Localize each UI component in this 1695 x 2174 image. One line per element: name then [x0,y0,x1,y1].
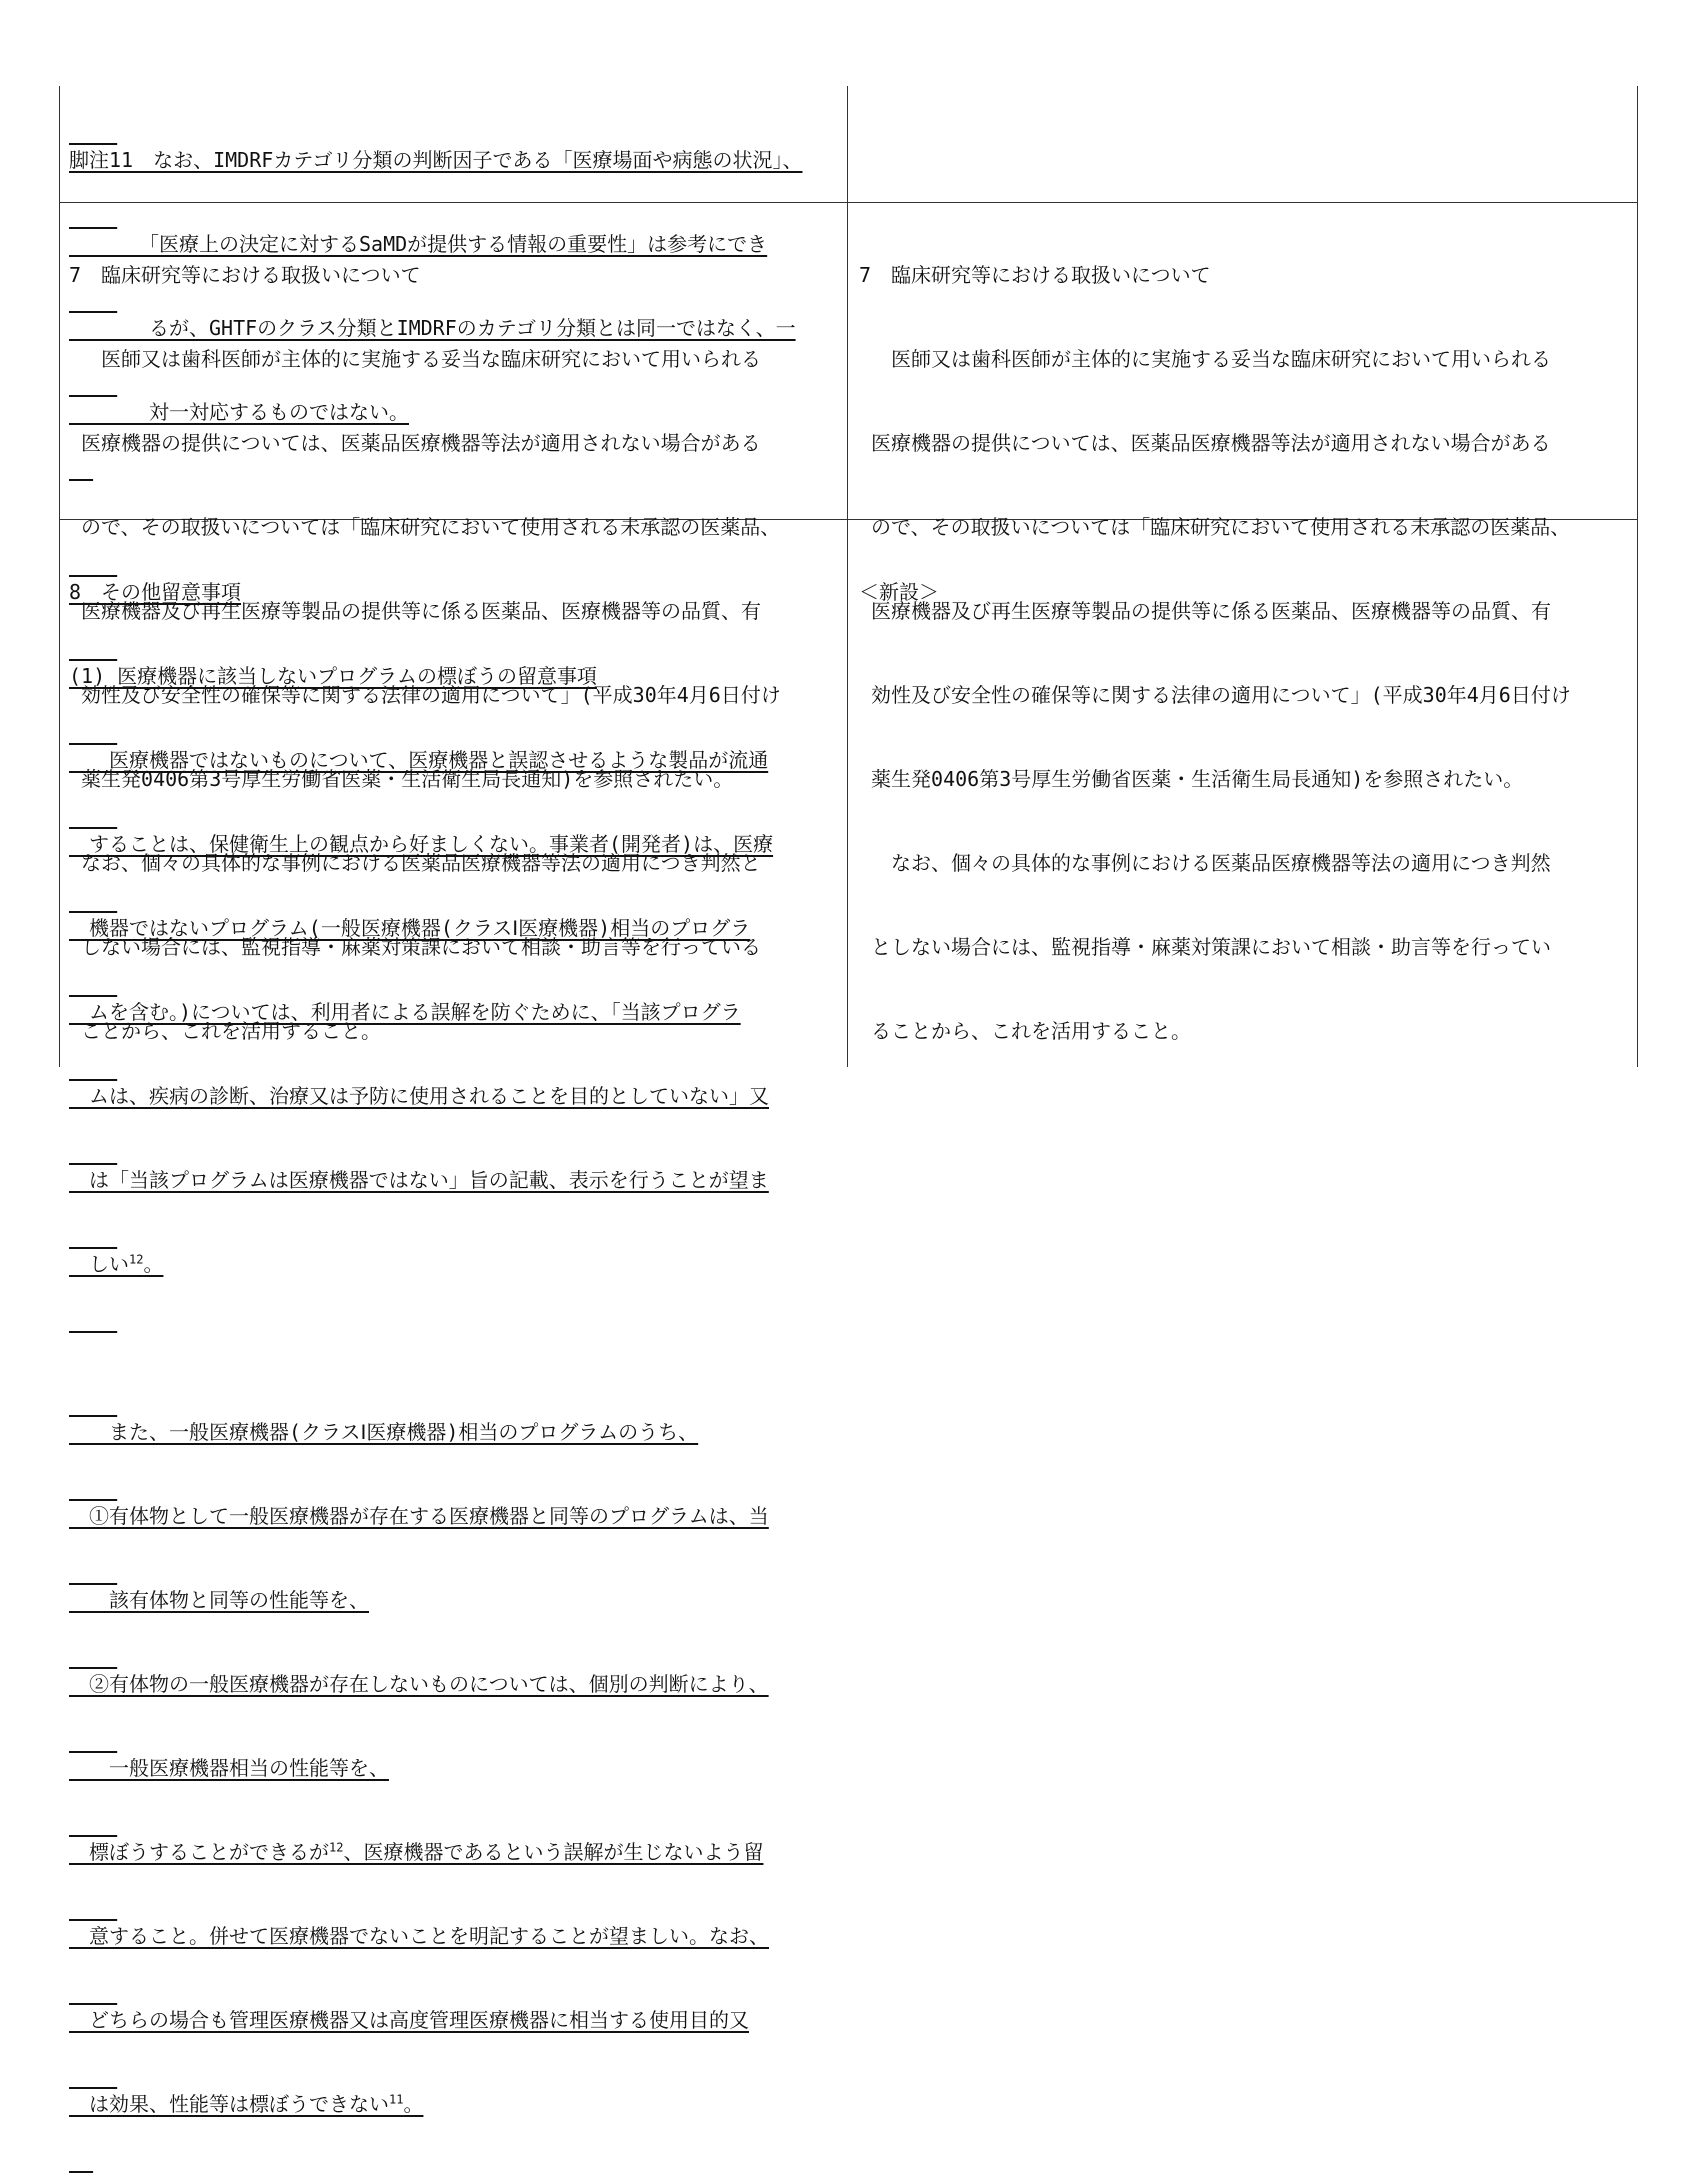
section7-line: 医療機器の提供については、医薬品医療機器等法が適用されない場合がある [69,431,761,455]
section8-subheading: (1) 医療機器に該当しないプログラムの標ぼうの留意事項 [69,664,597,688]
section7-line: しない場合には、監視指導・麻薬対策課において相談・助言等を行っている [69,935,762,959]
table-left-border [59,86,60,1067]
section8-heading: 8 その他留意事項 [69,580,242,604]
text-segment: 、医療機器であるという誤解が生じないよう留 [343,1840,764,1864]
section7-line: ことから、これを活用すること。 [69,1019,382,1043]
section7-line: ので、その取扱いについては「臨床研究において使用される未承認の医薬品、 [859,515,1571,539]
section8-line [69,1838,773,1866]
section8-line [69,2090,773,2118]
comparison-table [59,86,1638,2116]
footnote-line: 脚注11 なお、IMDRFカテゴリ分類の判断因子である「医療場面や病態の状況」、 [69,148,803,172]
section7-line: としない場合には、監視指導・麻薬対策課において相談・助言等を行ってい [859,935,1552,959]
section8-line: ムを含む。)については、利用者による誤解を防ぐために、「当該プログラ [69,1000,741,1024]
section8-line: は「当該プログラムは医療機器ではない」旨の記載、表示を行うことが望ま [69,1168,769,1192]
section8-right [859,522,939,662]
section8-line: することは、保健衛生上の観点から好ましくない。事業者(開発者)は、医療 [69,832,774,856]
footnote-ref-12: 12 [329,1840,344,1855]
section8-left [69,522,773,2174]
section7-right [859,205,1571,1101]
section7-heading: 7 臨床研究等における取扱いについて [69,263,421,287]
section7-line: 医療機器及び再生医療等製品の提供等に係る医薬品、医療機器等の品質、有 [859,599,1552,623]
section8-line [69,1250,773,1278]
section7-line: 医師又は歯科医師が主体的に実施する妥当な臨床研究において用いられる [69,347,762,371]
blank-line [69,1334,773,1362]
section7-line: なお、個々の具体的な事例における医薬品医療機器等法の適用につき判然と [69,851,761,875]
section7-line: 効性及び安全性の確保等に関する法律の適用について」(平成30年4月6日付け [859,683,1571,707]
text-segment: 。 [403,2092,424,2116]
section8-line: 該有体物と同等の性能等を、 [69,1588,369,1612]
text-segment: は効果、性能等は標ぼうできない [69,2092,389,2116]
section7-line: 効性及び安全性の確保等に関する法律の適用について」(平成30年4月6日付け [69,683,781,707]
footnote-line: 対一対応するものではない。 [69,400,409,424]
footnote-line: るが、GHTFのクラス分類とIMDRFのカテゴリ分類とは同一ではなく、一 [69,316,796,340]
section8-line: 機器ではないプログラム(一般医療機器(クラスⅠ医療機器)相当のプログラ [69,916,751,940]
section7-line: 医療機器及び再生医療等製品の提供等に係る医薬品、医療機器等の品質、有 [69,599,762,623]
section8-line: ムは、疾病の診断、治療又は予防に使用されることを目的としていない」又 [69,1084,769,1108]
section7-heading: 7 臨床研究等における取扱いについて [859,263,1211,287]
section7-line: ので、その取扱いについては「臨床研究において使用される未承認の医薬品、 [69,515,781,539]
section8-line: ②有体物の一般医療機器が存在しないものについては、個別の判断により、 [69,1672,769,1696]
section7-line: 医師又は歯科医師が主体的に実施する妥当な臨床研究において用いられる [859,347,1552,371]
section7-line: ることから、これを活用すること。 [859,1019,1192,1043]
footnote-line: 「医療上の決定に対するSaMDが提供する情報の重要性」は参考にでき [69,232,768,256]
text-segment: 。 [143,1252,164,1276]
section7-line: 薬生発0406第3号厚生労働省医薬・生活衛生局長通知)を参照されたい。 [69,767,734,791]
section7-line: なお、個々の具体的な事例における医薬品医療機器等法の適用につき判然 [859,851,1551,875]
table-center-divider [847,86,848,1067]
text-segment: 標ぼうすることができるが [69,1840,329,1864]
footnote-ref-11: 11 [389,2092,404,2107]
section8-line: 意すること。併せて医療機器でないことを明記することが望ましい。なお、 [69,1924,769,1948]
section7-line: 医療機器の提供については、医薬品医療機器等法が適用されない場合がある [859,431,1551,455]
footnote-ref-12: 12 [129,1252,144,1267]
section8-line: どちらの場合も管理医療機器又は高度管理医療機器に相当する使用目的又 [69,2008,749,2032]
section8-line: ①有体物として一般医療機器が存在する医療機器と同等のプログラムは、当 [69,1504,769,1528]
table-right-border [1637,86,1638,1067]
section8-line: 医療機器ではないものについて、医療機器と誤認させるような製品が流通 [69,748,769,772]
text-segment: しい [69,1252,129,1276]
section7-line: 薬生発0406第3号厚生労働省医薬・生活衛生局長通知)を参照されたい。 [859,767,1524,791]
section8-line: 一般医療機器相当の性能等を、 [69,1756,389,1780]
section8-line: また、一般医療機器(クラスⅠ医療機器)相当のプログラムのうち、 [69,1420,699,1444]
new-section-label: ＜新設＞ [859,580,939,604]
